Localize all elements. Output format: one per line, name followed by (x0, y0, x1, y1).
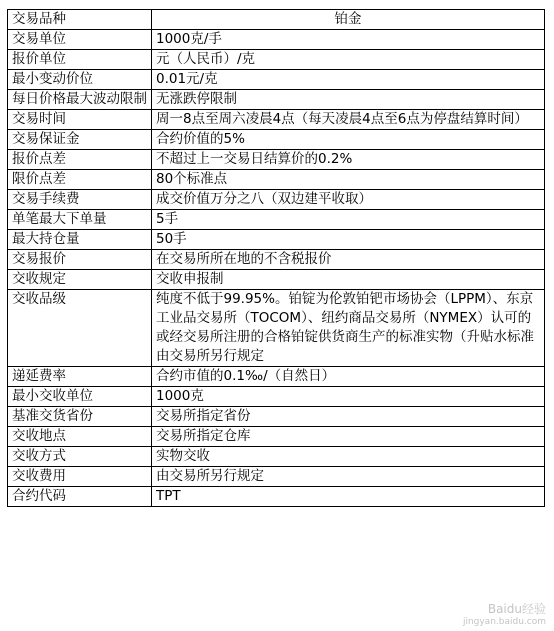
table-row (8, 50, 545, 70)
table-row (8, 427, 545, 447)
row-label: 交收品级 (8, 290, 152, 367)
row-label: 交易报价 (8, 250, 152, 270)
row-label: 递延费率 (8, 367, 152, 387)
table-row (8, 447, 545, 467)
contract-spec-body (8, 10, 545, 507)
row-value: 交易所指定省份 (152, 407, 545, 427)
row-value: 成交价值万分之八（双边建平收取） (152, 190, 545, 210)
table-row (8, 290, 545, 367)
row-value: 0.01元/克 (152, 70, 545, 90)
row-label: 单笔最大下单量 (8, 210, 152, 230)
table-row (8, 367, 545, 387)
row-label: 交收规定 (8, 270, 152, 290)
row-label: 最小交收单位 (8, 387, 152, 407)
table-row (8, 230, 545, 250)
row-label: 报价点差 (8, 150, 152, 170)
row-value: 周一8点至周六凌晨4点（每天凌晨4点至6点为停盘结算时间） (152, 110, 545, 130)
row-label: 交易时间 (8, 110, 152, 130)
row-label: 每日价格最大波动限制 (8, 90, 152, 110)
row-label: 交易单位 (8, 30, 152, 50)
table-row (8, 170, 545, 190)
table-row (8, 190, 545, 210)
row-value: 合约市值的0.1‰/（自然日） (152, 367, 545, 387)
row-label: 基准交货省份 (8, 407, 152, 427)
row-label: 交易手续费 (8, 190, 152, 210)
row-value: 元（人民币）/克 (152, 50, 545, 70)
header-label: 交易品种 (8, 10, 152, 30)
table-row (8, 90, 545, 110)
row-value: 5手 (152, 210, 545, 230)
row-value: 80个标准点 (152, 170, 545, 190)
table-row (8, 70, 545, 90)
table-row (8, 270, 545, 290)
row-label: 报价单位 (8, 50, 152, 70)
row-value: 无涨跌停限制 (152, 90, 545, 110)
table-row (8, 30, 545, 50)
table-row (8, 110, 545, 130)
table-row (8, 467, 545, 487)
row-value: 50手 (152, 230, 545, 250)
row-label: 最小变动价位 (8, 70, 152, 90)
row-value: 1000克/手 (152, 30, 545, 50)
row-value: 实物交收 (152, 447, 545, 467)
row-value: 由交易所另行规定 (152, 467, 545, 487)
row-value: 1000克 (152, 387, 545, 407)
row-label: 交收方式 (8, 447, 152, 467)
row-label: 交收费用 (8, 467, 152, 487)
contract-spec-table (7, 9, 545, 507)
row-value: 交易所指定仓库 (152, 427, 545, 447)
table-row (8, 250, 545, 270)
watermark-url: jingyan.baidu.com (462, 617, 546, 627)
table-row (8, 130, 545, 150)
row-value: TPT (152, 487, 545, 507)
baidu-jingyan-watermark (463, 603, 546, 629)
row-label: 交收地点 (8, 427, 152, 447)
table-row (8, 210, 545, 230)
table-row (8, 407, 545, 427)
row-label: 最大持仓量 (8, 230, 152, 250)
table-row (8, 150, 545, 170)
row-value: 在交易所所在地的不含税报价 (152, 250, 545, 270)
header-value: 铂金 (152, 10, 545, 30)
table-row (8, 387, 545, 407)
row-value: 交收申报制 (152, 270, 545, 290)
row-label: 交易保证金 (8, 130, 152, 150)
row-value: 不超过上一交易日结算价的0.2% (152, 150, 545, 170)
watermark-text: Baidu经验 (487, 602, 546, 616)
table-header-row (8, 10, 545, 30)
table-row (8, 487, 545, 507)
row-label: 合约代码 (8, 487, 152, 507)
row-value: 合约价值的5% (152, 130, 545, 150)
row-value: 纯度不低于99.95%。铂锭为伦敦铂钯市场协会（LPPM）、东京工业品交易所（TOCOM）、纽约商品交易所（NYMEX）认可的或经交易所注册的合格铂锭供货商生产的标准实物（升贴水标准由交易所另行规定 (152, 290, 545, 367)
row-label: 限价点差 (8, 170, 152, 190)
